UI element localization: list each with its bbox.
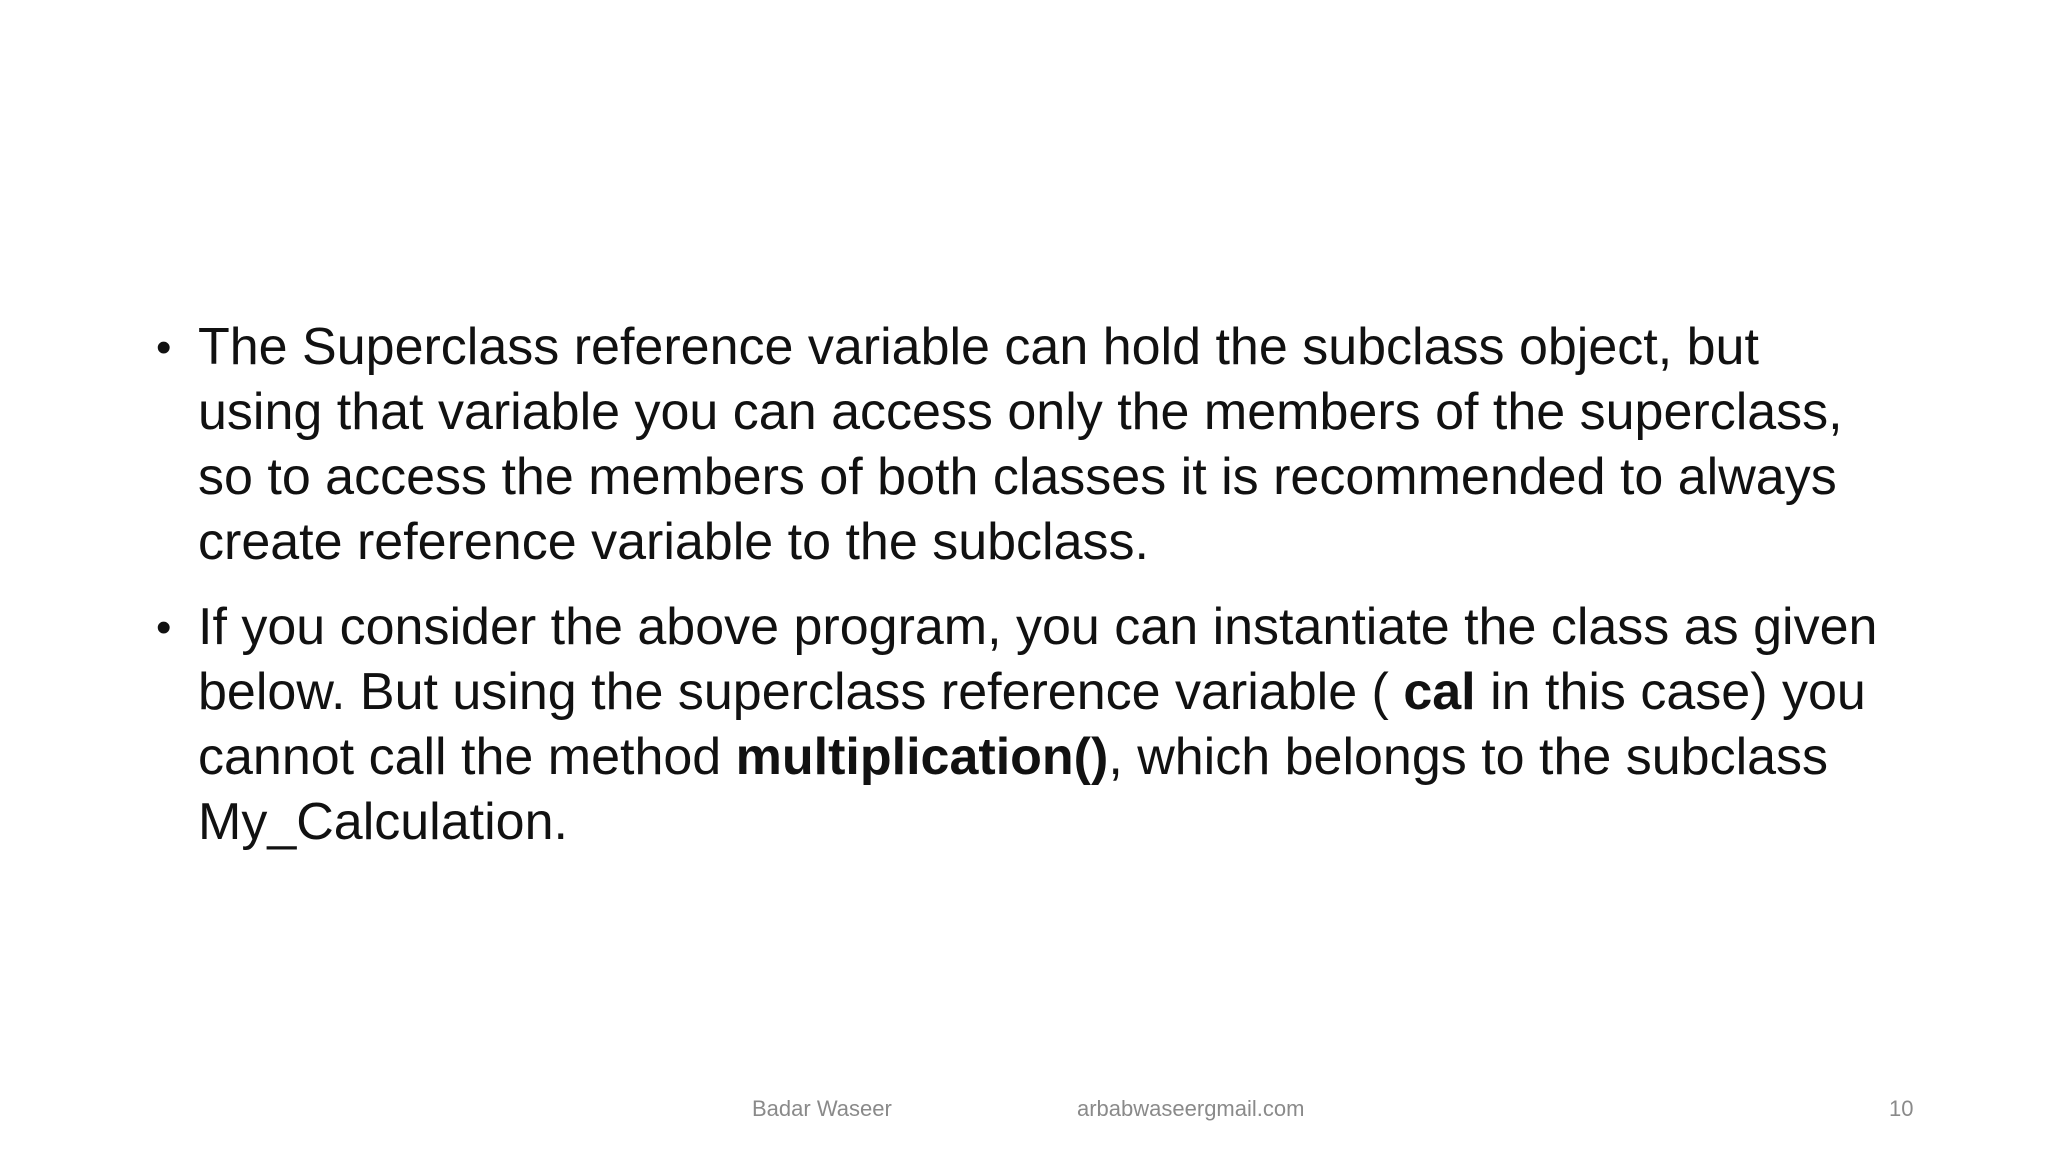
text-segment: The Superclass reference variable can hold the subclass object, but using that variable you can access only the members of the superclass, so to access the members of both classes it is recommended to always create reference variable to the subclass.: [198, 318, 1843, 571]
bullet-marker: •: [156, 603, 172, 652]
bullet-text: [198, 598, 1877, 851]
slide-body: [150, 315, 1880, 875]
footer-author: Badar Waseer: [752, 1096, 892, 1121]
bullet-item-2: [150, 595, 1880, 855]
bullet-marker: •: [156, 323, 172, 372]
text-segment: in this case) you cannot call the method: [198, 663, 1866, 786]
bold-term-cal: cal: [1403, 663, 1476, 721]
bullet-item-1: [150, 315, 1880, 575]
bold-term-multiplication: multiplication(): [735, 728, 1109, 786]
footer-email: arbabwaseergmail.com: [1077, 1096, 1305, 1121]
bullet-text: [198, 318, 1843, 571]
page-number: 10: [1889, 1096, 1914, 1121]
text-segment: If you consider the above program, you can instantiate the class as given below. But using the superclass reference variable (: [198, 598, 1878, 721]
text-segment: , which belongs to the subclass My_Calculation.: [198, 728, 1829, 851]
